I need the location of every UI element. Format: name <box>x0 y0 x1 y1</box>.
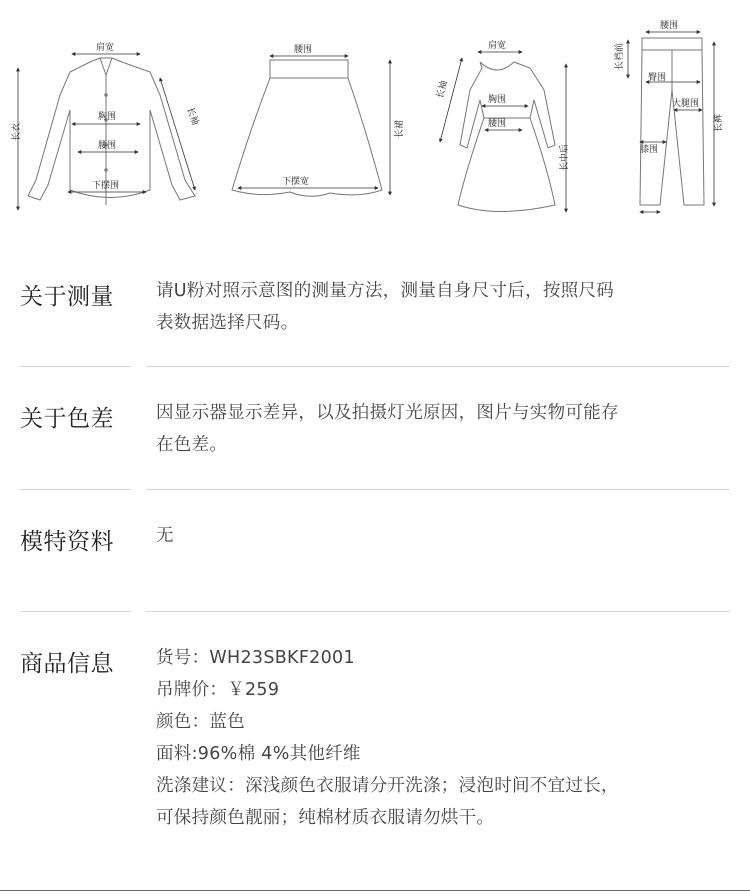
section-title-measurement: 关于测量 <box>20 284 114 310</box>
product-color: 颜色：蓝色 <box>156 712 245 732</box>
section-body-model-info <box>156 520 736 552</box>
color-difference-line: 在色差。 <box>156 435 228 455</box>
section-body-color-difference <box>156 397 736 461</box>
measurement-line: 表数据选择尺码。 <box>156 313 299 333</box>
measurement-line: 请U粉对照示意图的测量方法，测量自身尺寸后，按照尺码 <box>156 281 615 301</box>
pants-knee-label: 膝围 <box>640 145 659 155</box>
divider <box>146 366 730 367</box>
section-body-measurement <box>156 275 736 339</box>
skirt-hem-label: 下摆宽 <box>282 177 310 187</box>
section-title-model-info: 模特资料 <box>20 529 114 555</box>
shirt-hem-label: 下摆围 <box>92 181 120 191</box>
skirt-length-label: 长裙 <box>395 119 405 138</box>
shirt-sleeve-label: 长袖 <box>184 106 200 127</box>
product-care: 可保持颜色靓丽；纯棉材质衣服请勿烘干。 <box>156 808 495 828</box>
section-title-product-info: 商品信息 <box>20 651 114 677</box>
measurement-diagrams <box>0 0 750 230</box>
divider <box>20 611 131 612</box>
skirt-waist-label: 腰围 <box>294 45 313 55</box>
divider <box>146 611 730 612</box>
section-body-product-info <box>156 642 736 834</box>
dress-chest-label: 胸围 <box>488 95 507 105</box>
dress-sleeve-label: 长袖 <box>435 79 450 100</box>
skirt-diagram <box>232 60 382 196</box>
pants-diagram <box>640 38 704 205</box>
shirt-waist-label: 腰围 <box>98 141 117 151</box>
product-fabric: 面料:96%棉 4%其他纤维 <box>156 744 361 764</box>
model-info-line: 无 <box>156 526 174 546</box>
divider <box>20 489 131 490</box>
divider <box>20 366 131 367</box>
color-difference-line: 因显示器显示差异，以及拍摄灯光原因，图片与实物可能存 <box>156 403 619 423</box>
product-care: 洗涤建议：深浅颜色衣服请分开洗涤；浸泡时间不宜过长， <box>156 776 619 796</box>
dress-length-label: 长中后 <box>560 143 570 171</box>
divider <box>146 489 730 490</box>
bottom-rule <box>0 890 750 891</box>
pants-thigh-label: 大腿围 <box>672 99 700 109</box>
product-price: 吊牌价：￥259 <box>156 680 280 700</box>
pants-length-label: 长裤 <box>714 113 724 132</box>
dress-shoulder-label: 肩宽 <box>488 41 507 51</box>
pants-hip-label: 臀围 <box>648 73 667 83</box>
shirt-length-label: 长衣 <box>12 122 22 141</box>
section-title-color-difference: 关于色差 <box>20 406 114 432</box>
dress-diagram <box>458 62 555 212</box>
product-sku: 货号：WH23SBKF2001 <box>156 648 355 668</box>
shirt-shoulder-label: 肩宽 <box>96 43 115 53</box>
pants-waist-label: 腰围 <box>660 21 679 31</box>
shirt-chest-label: 胸围 <box>98 112 117 122</box>
dress-waist-label: 腰围 <box>488 119 507 129</box>
pants-front-rise-label: 长裆前 <box>615 42 625 70</box>
